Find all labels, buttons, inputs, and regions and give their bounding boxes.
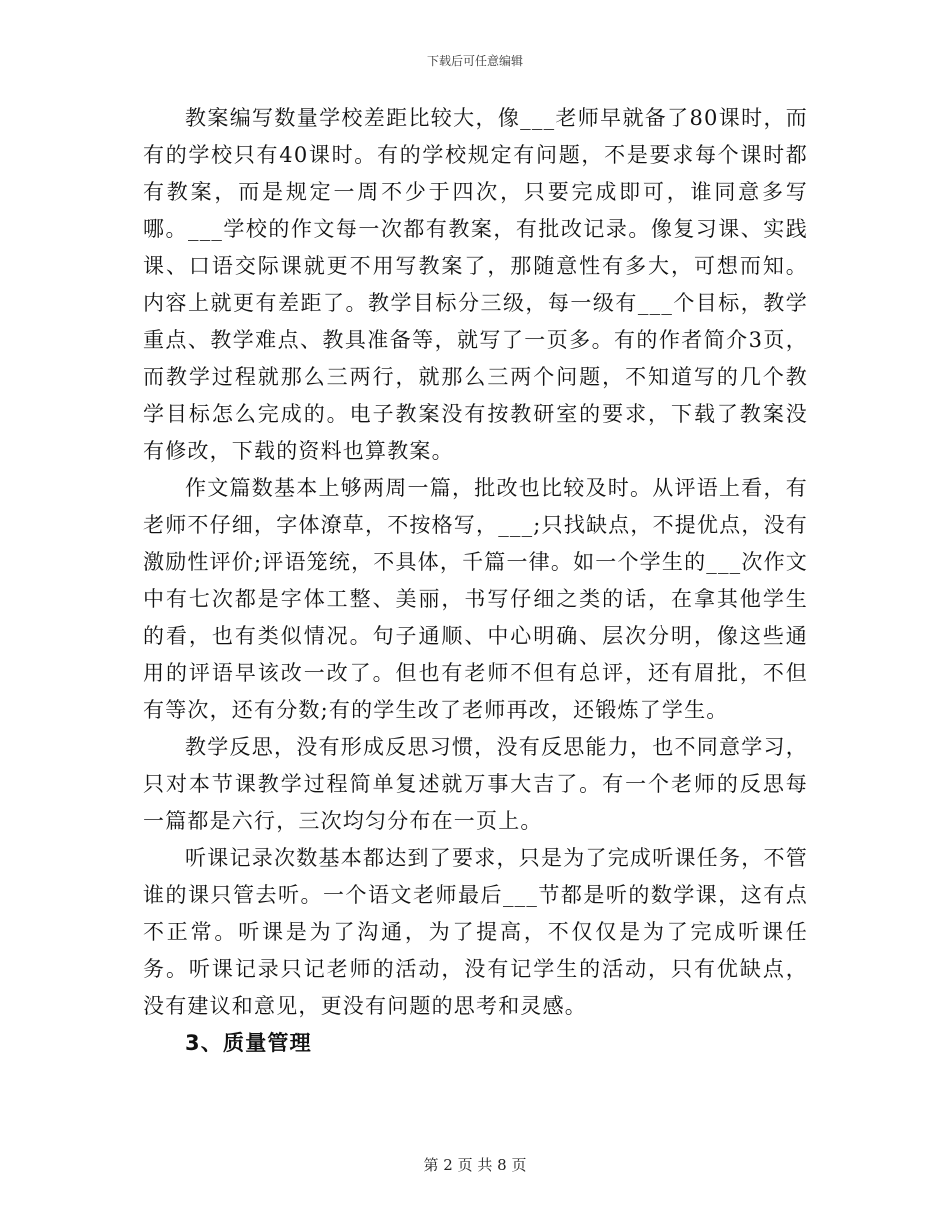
document-body [143,100,808,1062]
page-header-note: 下载后可任意编辑 [426,54,523,68]
paragraph-lesson-observation: 听课记录次数基本都达到了要求，只是为了完成听课任务，不管谁的课只管去听。一个语文老师最后___节都是听的数学课，这有点不正常。听课是为了沟通，为了提高，不仅仅是为了完成听课任务。听课记录只记老师的活动，没有记学生的活动，只有优缺点，没有建议和意见，更没有问题的思考和灵感。 [143,846,808,1018]
paragraph-lesson-plans: 教案编写数量学校差距比较大，像___老师早就备了80课时，而有的学校只有40课时。有的学校规定有问题，不是要求每个课时都有教案，而是规定一周不少于四次，只要完成即可，谁同意多写哪。___学校的作文每一次都有教案，有批改记录。像复习课、实践课、口语交际课就更不用写教案了，那随意性有多大，可想而知。内容上就更有差距了。教学目标分三级，每一级有___个目标，教学重点、教学难点、教具准备等，就写了一页多。有的作者简介3页，而教学过程就那么三两行，就那么三两个问题，不知道写的几个教学目标怎么完成的。电子教案没有按教研室的要求，下载了教案没有修改，下载的资料也算教案。 [143,106,808,463]
section-heading-quality-management: 3、质量管理 [185,1031,312,1055]
paragraph-teaching-reflection: 教学反思，没有形成反思习惯，没有反思能力，也不同意学习，只对本节课教学过程简单复述就万事大吉了。有一个老师的反思每一篇都是六行，三次均匀分布在一页上。 [143,735,808,833]
page-number: 第 2 页 共 8 页 [423,1156,527,1174]
paragraph-composition-grading: 作文篇数基本上够两周一篇，批改也比较及时。从评语上看，有老师不仔细，字体潦草，不按格写，___;只找缺点，不提优点，没有激励性评价;评语笼统，不具体，千篇一律。如一个学生的___次作文中有七次都是字体工整、美丽，书写仔细之类的话，在拿其他学生的看，也有类似情况。句子通顺、中心明确、层次分明，像这些通用的评语早该改一改了。但也有老师不但有总评，还有眉批，不但有等次，还有分数;有的学生改了老师再改，还锻炼了学生。 [143,476,808,722]
